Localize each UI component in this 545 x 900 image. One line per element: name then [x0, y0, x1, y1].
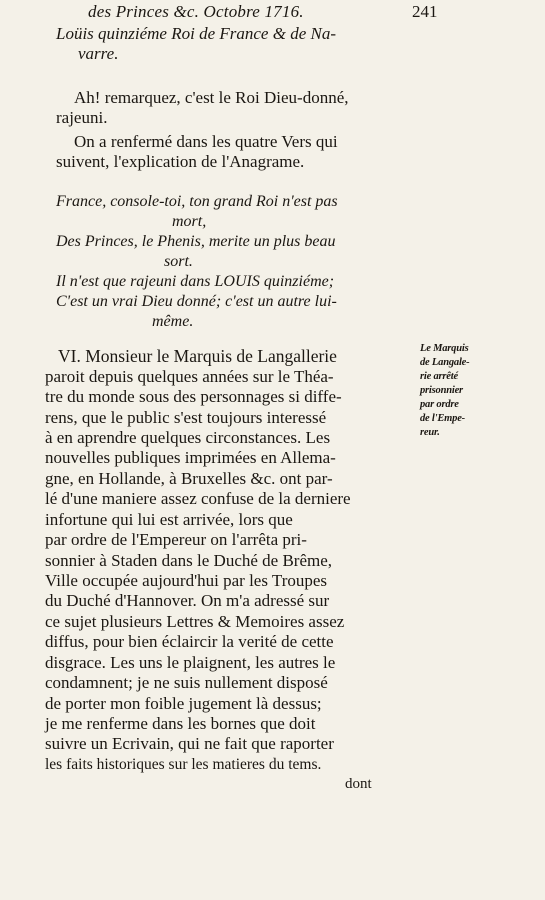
paragraph-line: tre du monde sous des personnages si diffe- — [45, 387, 342, 406]
margin-note-line: Le Marquis — [420, 343, 469, 354]
verse-line: même. — [152, 313, 194, 330]
verse-line: Des Princes, le Phenis, merite un plus beau — [56, 233, 336, 250]
margin-note-line: par ordre — [420, 399, 459, 410]
anagram-line: Loüis quinziéme Roi de France & de Na- — [56, 24, 336, 43]
paragraph-line: par ordre de l'Empereur on l'arrêta pri- — [45, 530, 307, 549]
paragraph-line: rens, que le public s'est toujours interessé — [45, 408, 327, 427]
paragraph-line: Ville occupée aujourd'hui par les Troupes — [45, 571, 328, 590]
margin-note-line: de Langale- — [420, 357, 470, 368]
paragraph-line: lé d'une maniere assez confuse de la derniere — [45, 489, 351, 508]
page-number: 241 — [412, 2, 438, 21]
running-head: des Princes &c. Octobre 1716. — [88, 2, 304, 21]
paragraph-line: paroit depuis quelques années sur le Théa- — [45, 367, 334, 386]
paragraph-line: suivre un Ecrivain, qui ne fait que raporter — [45, 734, 334, 753]
margin-note-line: reur. — [420, 427, 440, 438]
text-line: Ah! remarquez, c'est le Roi Dieu-donné, — [74, 88, 349, 107]
paragraph-line: nouvelles publiques imprimées en Allema- — [45, 448, 336, 467]
verse-line: France, console-toi, ton grand Roi n'est pas — [56, 193, 338, 210]
verse-line: C'est un vrai Dieu donné; c'est un autre lui- — [56, 293, 337, 310]
paragraph-line: gne, en Hollande, à Bruxelles &c. ont par- — [45, 469, 333, 488]
paragraph-line: condamnent; je ne suis nullement disposé — [45, 673, 328, 692]
paragraph-line: diffus, pour bien éclaircir la verité de cette — [45, 632, 334, 651]
catchword: dont — [345, 776, 372, 792]
paragraph-line: disgrace. Les uns le plaignent, les autres le — [45, 653, 336, 672]
margin-note-line: prisonnier — [420, 385, 463, 396]
verse-line: sort. — [164, 253, 193, 270]
verse-line: mort, — [172, 213, 207, 230]
paragraph-line: les faits historiques sur les matieres du tems. — [45, 756, 322, 773]
anagram-line: varre. — [78, 44, 119, 63]
text-line: suivent, l'explication de l'Anagrame. — [56, 152, 305, 171]
paragraph-line: à en aprendre quelques circonstances. Les — [45, 428, 331, 447]
paragraph-line: je me renferme dans les bornes que doit — [45, 714, 316, 733]
text-line: On a renfermé dans les quatre Vers qui — [74, 132, 338, 151]
paragraph-line: infortune qui lui est arrivée, lors que — [45, 510, 293, 529]
text-line: rajeuni. — [56, 108, 108, 127]
margin-note — [420, 342, 502, 440]
paragraph-line: de porter mon foible jugement là dessus; — [45, 694, 322, 713]
paragraph-line: ce sujet plusieurs Lettres & Memoires assez — [45, 612, 345, 631]
margin-note-line: de l'Empe- — [420, 413, 465, 424]
verse-line: Il n'est que rajeuni dans LOUIS quinziéme; — [56, 273, 335, 290]
paragraph-line: du Duché d'Hannover. On m'a adressé sur — [45, 591, 330, 610]
paragraph-line: sonnier à Staden dans le Duché de Brême, — [45, 551, 333, 570]
paragraph-line: VI. Monsieur le Marquis de Langallerie — [58, 346, 337, 366]
margin-note-line: rie arrêté — [420, 371, 458, 382]
